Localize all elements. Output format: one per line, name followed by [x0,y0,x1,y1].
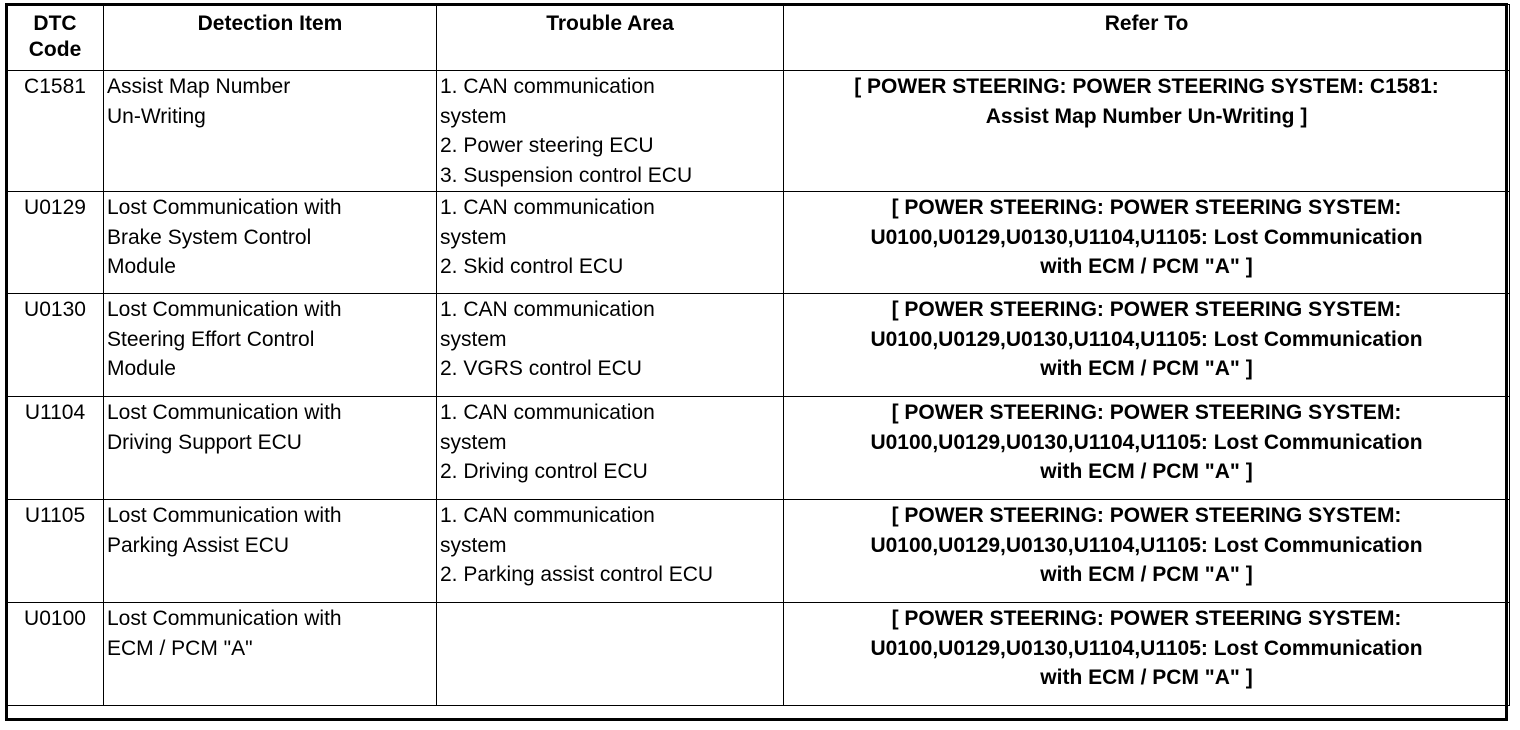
header-refer-to: Refer To [784,5,1510,71]
refer-to-link[interactable] [784,71,1510,192]
refer-line: with ECM / PCM "A" ] [1040,460,1253,483]
refer-line: [ POWER STEERING: POWER STEERING SYSTEM: [891,607,1402,630]
dtc-code-cell: U0129 [7,192,104,294]
detection-item-cell [104,500,437,603]
trouble-line: 1. CAN communication [440,75,655,98]
trouble-area-cell [437,294,784,397]
detection-line: Lost Communication with [107,401,342,424]
detection-line: Brake System Control [107,225,312,249]
trouble-line: system [440,225,507,249]
trouble-area-cell [437,71,784,192]
trouble-area-cell [437,192,784,294]
detection-line: Lost Communication with [107,504,342,527]
detection-line: Lost Communication with [107,298,342,321]
trouble-line: 1. CAN communication [440,298,655,321]
refer-to-link[interactable] [784,500,1510,603]
header-trouble-area: Trouble Area [437,5,784,71]
trouble-line: 2. Power steering ECU [440,134,654,157]
trouble-line: 2. Driving control ECU [440,460,648,483]
refer-to-link[interactable] [784,192,1510,294]
header-row [7,5,1510,71]
trouble-area-cell [437,603,784,706]
detection-item-cell [104,294,437,397]
refer-line: [ POWER STEERING: POWER STEERING SYSTEM: [891,298,1402,321]
trouble-line: 3. Suspension control ECU [440,163,693,187]
trouble-line: system [440,104,507,128]
detection-line: Un-Writing [107,104,206,128]
dtc-code-cell: U1105 [7,500,104,603]
table-row [7,603,1510,706]
header-detection-item: Detection Item [104,5,437,71]
table-row [7,397,1510,500]
detection-line: Parking Assist ECU [107,533,290,557]
detection-item-cell [104,603,437,706]
detection-line: Lost Communication with [107,607,342,630]
refer-line: [ POWER STEERING: POWER STEERING SYSTEM: [891,401,1402,424]
table-row [7,500,1510,603]
refer-line: U0100,U0129,U0130,U1104,U1105: Lost Communication [870,533,1423,557]
trouble-line: system [440,533,507,557]
refer-to-link[interactable] [784,603,1510,706]
refer-line: with ECM / PCM "A" ] [1040,666,1253,689]
dtc-code-cell: U0130 [7,294,104,397]
detection-item-cell [104,192,437,294]
detection-line: Module [107,357,176,380]
refer-line: [ POWER STEERING: POWER STEERING SYSTEM: [891,196,1402,219]
trouble-line: 1. CAN communication [440,504,655,527]
detection-item-cell [104,71,437,192]
dtc-code-cell: U1104 [7,397,104,500]
header-dtc-code [7,5,104,71]
refer-to-link[interactable] [784,397,1510,500]
table-row [7,192,1510,294]
refer-line: U0100,U0129,U0130,U1104,U1105: Lost Communication [870,430,1423,454]
refer-line: with ECM / PCM "A" ] [1040,255,1253,278]
detection-line: Driving Support ECU [107,430,302,454]
refer-line: Assist Map Number Un-Writing ] [985,104,1308,128]
trouble-line: system [440,430,507,454]
table-row [7,294,1510,397]
refer-line: U0100,U0129,U0130,U1104,U1105: Lost Communication [870,636,1423,660]
refer-line: U0100,U0129,U0130,U1104,U1105: Lost Communication [870,327,1423,351]
refer-line: with ECM / PCM "A" ] [1040,357,1253,380]
header-dtc-code-label: DTC Code [28,12,82,61]
trouble-line: 2. Parking assist control ECU [440,563,714,586]
refer-line: [ POWER STEERING: POWER STEERING SYSTEM: [891,504,1402,527]
dtc-code-cell: C1581 [7,71,104,192]
refer-line: U0100,U0129,U0130,U1104,U1105: Lost Communication [870,225,1423,249]
trouble-area-cell [437,500,784,603]
trouble-line: 1. CAN communication [440,196,655,219]
detection-line: Steering Effort Control [107,327,315,351]
detection-item-cell [104,397,437,500]
table-header [7,5,1510,71]
detection-line: ECM / PCM "A" [107,636,253,660]
dtc-code-cell: U0100 [7,603,104,706]
refer-line: [ POWER STEERING: POWER STEERING SYSTEM: C1581: [854,75,1439,98]
detection-line: Assist Map Number [107,75,291,98]
trouble-line: 1. CAN communication [440,401,655,424]
trouble-line: system [440,327,507,351]
detection-line: Lost Communication with [107,196,342,219]
trouble-area-cell [437,397,784,500]
trouble-line: 2. Skid control ECU [440,255,624,278]
trouble-line: 2. VGRS control ECU [440,357,642,380]
detection-line: Module [107,255,176,278]
dtc-table [6,4,1510,706]
refer-line: with ECM / PCM "A" ] [1040,563,1253,586]
refer-to-link[interactable] [784,294,1510,397]
table-body [7,71,1510,706]
table-row [7,71,1510,192]
